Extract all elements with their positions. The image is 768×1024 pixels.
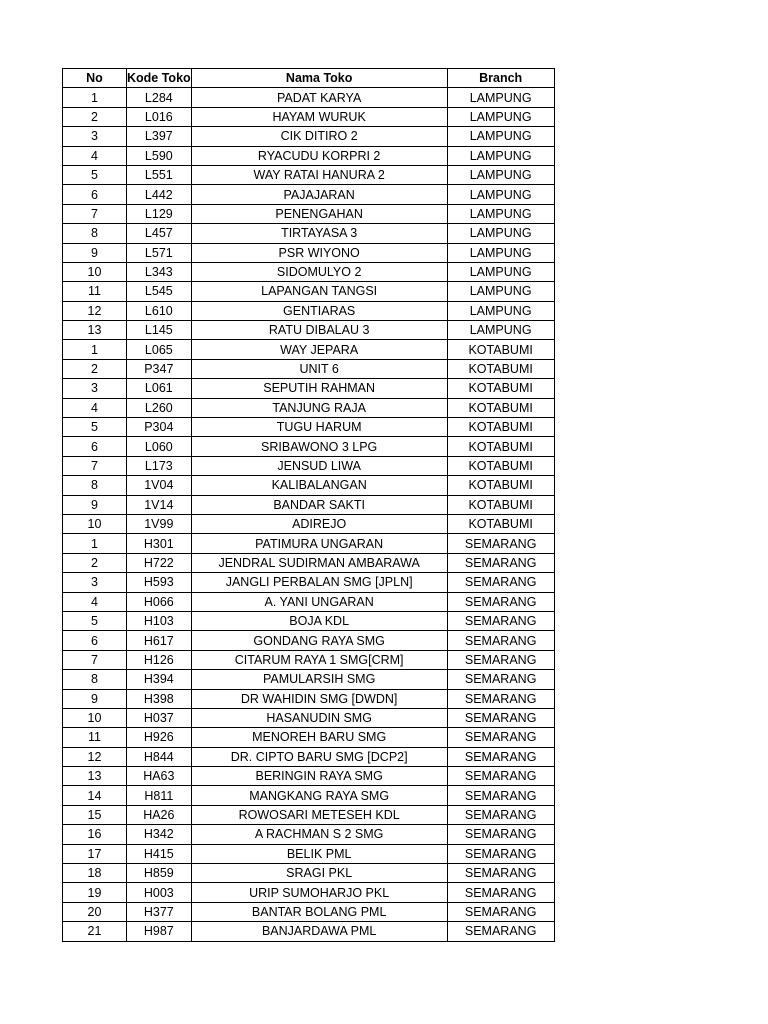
cell-nama-toko: JANGLI PERBALAN SMG [JPLN]	[191, 573, 447, 592]
cell-nama-toko: TUGU HARUM	[191, 418, 447, 437]
cell-nama-toko: TANJUNG RAJA	[191, 398, 447, 417]
cell-no: 1	[63, 88, 127, 107]
table-row	[63, 146, 555, 165]
cell-no: 17	[63, 844, 127, 863]
cell-kode-toko: L457	[127, 224, 192, 243]
table-row	[63, 185, 555, 204]
cell-kode-toko: H301	[127, 534, 192, 553]
cell-no: 9	[63, 495, 127, 514]
cell-nama-toko: PAJAJARAN	[191, 185, 447, 204]
table-row	[63, 786, 555, 805]
cell-kode-toko: 1V04	[127, 476, 192, 495]
cell-no: 14	[63, 786, 127, 805]
table-row	[63, 398, 555, 417]
cell-no: 10	[63, 514, 127, 533]
table-row	[63, 592, 555, 611]
table-row	[63, 573, 555, 592]
table-row	[63, 534, 555, 553]
cell-branch: SEMARANG	[447, 825, 554, 844]
table-row	[63, 340, 555, 359]
cell-nama-toko: MENOREH BARU SMG	[191, 728, 447, 747]
cell-branch: SEMARANG	[447, 805, 554, 824]
cell-kode-toko: H926	[127, 728, 192, 747]
cell-branch: SEMARANG	[447, 670, 554, 689]
cell-nama-toko: GONDANG RAYA SMG	[191, 631, 447, 650]
cell-branch: SEMARANG	[447, 747, 554, 766]
cell-nama-toko: LAPANGAN TANGSI	[191, 282, 447, 301]
cell-nama-toko: WAY JEPARA	[191, 340, 447, 359]
cell-kode-toko: H377	[127, 902, 192, 921]
cell-kode-toko: P304	[127, 418, 192, 437]
cell-branch: KOTABUMI	[447, 379, 554, 398]
table-row	[63, 437, 555, 456]
table-row	[63, 88, 555, 107]
table-row	[63, 902, 555, 921]
cell-nama-toko: A RACHMAN S 2 SMG	[191, 825, 447, 844]
cell-kode-toko: L129	[127, 204, 192, 223]
cell-branch: SEMARANG	[447, 553, 554, 572]
header-kode-toko: Kode Toko	[127, 69, 192, 88]
cell-no: 5	[63, 611, 127, 630]
cell-branch: KOTABUMI	[447, 398, 554, 417]
cell-kode-toko: H342	[127, 825, 192, 844]
cell-no: 12	[63, 747, 127, 766]
table-row	[63, 922, 555, 941]
cell-branch: LAMPUNG	[447, 282, 554, 301]
table-row	[63, 631, 555, 650]
table-row	[63, 301, 555, 320]
cell-nama-toko: RATU DIBALAU 3	[191, 321, 447, 340]
cell-branch: KOTABUMI	[447, 359, 554, 378]
table-row	[63, 805, 555, 824]
cell-branch: LAMPUNG	[447, 165, 554, 184]
cell-nama-toko: BERINGIN RAYA SMG	[191, 767, 447, 786]
cell-kode-toko: 1V99	[127, 514, 192, 533]
cell-branch: SEMARANG	[447, 767, 554, 786]
table-row	[63, 514, 555, 533]
table-row	[63, 418, 555, 437]
cell-no: 6	[63, 631, 127, 650]
cell-nama-toko: URIP SUMOHARJO PKL	[191, 883, 447, 902]
cell-kode-toko: H103	[127, 611, 192, 630]
cell-nama-toko: BOJA KDL	[191, 611, 447, 630]
cell-kode-toko: 1V14	[127, 495, 192, 514]
cell-branch: SEMARANG	[447, 728, 554, 747]
cell-no: 7	[63, 456, 127, 475]
cell-no: 20	[63, 902, 127, 921]
cell-no: 8	[63, 670, 127, 689]
table-row	[63, 127, 555, 146]
cell-branch: SEMARANG	[447, 902, 554, 921]
cell-no: 2	[63, 107, 127, 126]
cell-no: 18	[63, 864, 127, 883]
cell-kode-toko: L590	[127, 146, 192, 165]
table-row	[63, 282, 555, 301]
table-row	[63, 495, 555, 514]
cell-kode-toko: H722	[127, 553, 192, 572]
cell-branch: KOTABUMI	[447, 340, 554, 359]
cell-branch: SEMARANG	[447, 534, 554, 553]
cell-nama-toko: BANDAR SAKTI	[191, 495, 447, 514]
header-no: No	[63, 69, 127, 88]
cell-kode-toko: H394	[127, 670, 192, 689]
table-row	[63, 825, 555, 844]
cell-branch: SEMARANG	[447, 922, 554, 941]
cell-nama-toko: PSR WIYONO	[191, 243, 447, 262]
cell-no: 7	[63, 204, 127, 223]
cell-kode-toko: H844	[127, 747, 192, 766]
table-row	[63, 864, 555, 883]
cell-kode-toko: H987	[127, 922, 192, 941]
cell-kode-toko: H859	[127, 864, 192, 883]
cell-branch: SEMARANG	[447, 573, 554, 592]
cell-branch: LAMPUNG	[447, 301, 554, 320]
cell-no: 8	[63, 476, 127, 495]
cell-nama-toko: BANJARDAWA PML	[191, 922, 447, 941]
cell-no: 3	[63, 127, 127, 146]
cell-kode-toko: H415	[127, 844, 192, 863]
cell-branch: SEMARANG	[447, 650, 554, 669]
cell-branch: LAMPUNG	[447, 224, 554, 243]
store-table	[62, 68, 555, 942]
cell-branch: SEMARANG	[447, 864, 554, 883]
cell-no: 11	[63, 728, 127, 747]
cell-branch: LAMPUNG	[447, 204, 554, 223]
cell-branch: LAMPUNG	[447, 127, 554, 146]
cell-branch: SEMARANG	[447, 611, 554, 630]
cell-nama-toko: CITARUM RAYA 1 SMG[CRM]	[191, 650, 447, 669]
cell-nama-toko: JENSUD LIWA	[191, 456, 447, 475]
cell-nama-toko: HASANUDIN SMG	[191, 708, 447, 727]
table-row	[63, 611, 555, 630]
cell-branch: KOTABUMI	[447, 476, 554, 495]
cell-no: 13	[63, 321, 127, 340]
cell-branch: LAMPUNG	[447, 262, 554, 281]
cell-no: 9	[63, 243, 127, 262]
cell-kode-toko: H617	[127, 631, 192, 650]
cell-branch: SEMARANG	[447, 592, 554, 611]
cell-nama-toko: PAMULARSIH SMG	[191, 670, 447, 689]
cell-no: 12	[63, 301, 127, 320]
cell-kode-toko: L145	[127, 321, 192, 340]
cell-nama-toko: SRAGI PKL	[191, 864, 447, 883]
cell-nama-toko: PENENGAHAN	[191, 204, 447, 223]
cell-nama-toko: UNIT 6	[191, 359, 447, 378]
cell-kode-toko: H593	[127, 573, 192, 592]
cell-branch: KOTABUMI	[447, 495, 554, 514]
table-row	[63, 883, 555, 902]
cell-nama-toko: MANGKANG RAYA SMG	[191, 786, 447, 805]
cell-branch: KOTABUMI	[447, 514, 554, 533]
cell-nama-toko: BELIK PML	[191, 844, 447, 863]
cell-no: 10	[63, 708, 127, 727]
cell-nama-toko: JENDRAL SUDIRMAN AMBARAWA	[191, 553, 447, 572]
cell-nama-toko: DR. CIPTO BARU SMG [DCP2]	[191, 747, 447, 766]
cell-kode-toko: L065	[127, 340, 192, 359]
cell-kode-toko: L173	[127, 456, 192, 475]
cell-branch: LAMPUNG	[447, 243, 554, 262]
cell-no: 6	[63, 185, 127, 204]
cell-kode-toko: P347	[127, 359, 192, 378]
cell-no: 15	[63, 805, 127, 824]
cell-no: 19	[63, 883, 127, 902]
cell-no: 6	[63, 437, 127, 456]
cell-kode-toko: H066	[127, 592, 192, 611]
table-row	[63, 165, 555, 184]
cell-branch: SEMARANG	[447, 883, 554, 902]
table-row	[63, 650, 555, 669]
cell-kode-toko: L545	[127, 282, 192, 301]
cell-kode-toko: L260	[127, 398, 192, 417]
cell-nama-toko: ROWOSARI METESEH KDL	[191, 805, 447, 824]
cell-nama-toko: PATIMURA UNGARAN	[191, 534, 447, 553]
cell-branch: KOTABUMI	[447, 456, 554, 475]
table-row	[63, 670, 555, 689]
cell-kode-toko: L442	[127, 185, 192, 204]
cell-no: 2	[63, 553, 127, 572]
cell-nama-toko: SEPUTIH RAHMAN	[191, 379, 447, 398]
table-row	[63, 767, 555, 786]
cell-branch: LAMPUNG	[447, 185, 554, 204]
cell-no: 2	[63, 359, 127, 378]
table-body	[63, 88, 555, 941]
cell-branch: LAMPUNG	[447, 107, 554, 126]
cell-kode-toko: H003	[127, 883, 192, 902]
cell-kode-toko: L610	[127, 301, 192, 320]
table-row	[63, 844, 555, 863]
cell-kode-toko: L016	[127, 107, 192, 126]
cell-no: 16	[63, 825, 127, 844]
cell-branch: LAMPUNG	[447, 146, 554, 165]
table-row	[63, 728, 555, 747]
cell-no: 1	[63, 534, 127, 553]
cell-nama-toko: DR WAHIDIN SMG [DWDN]	[191, 689, 447, 708]
table-row	[63, 708, 555, 727]
cell-nama-toko: WAY RATAI HANURA 2	[191, 165, 447, 184]
cell-no: 4	[63, 592, 127, 611]
cell-kode-toko: H398	[127, 689, 192, 708]
table-row	[63, 107, 555, 126]
table-row	[63, 243, 555, 262]
cell-branch: SEMARANG	[447, 786, 554, 805]
cell-nama-toko: BANTAR BOLANG PML	[191, 902, 447, 921]
table-row	[63, 747, 555, 766]
cell-branch: KOTABUMI	[447, 437, 554, 456]
table-row	[63, 379, 555, 398]
cell-kode-toko: H037	[127, 708, 192, 727]
cell-no: 7	[63, 650, 127, 669]
cell-no: 13	[63, 767, 127, 786]
cell-kode-toko: H126	[127, 650, 192, 669]
cell-no: 4	[63, 398, 127, 417]
cell-no: 5	[63, 418, 127, 437]
cell-nama-toko: KALIBALANGAN	[191, 476, 447, 495]
cell-nama-toko: GENTIARAS	[191, 301, 447, 320]
cell-nama-toko: CIK DITIRO 2	[191, 127, 447, 146]
cell-no: 21	[63, 922, 127, 941]
cell-kode-toko: L060	[127, 437, 192, 456]
cell-kode-toko: L397	[127, 127, 192, 146]
cell-branch: SEMARANG	[447, 708, 554, 727]
cell-kode-toko: H811	[127, 786, 192, 805]
cell-nama-toko: SRIBAWONO 3 LPG	[191, 437, 447, 456]
table-row	[63, 553, 555, 572]
header-branch: Branch	[447, 69, 554, 88]
table-row	[63, 224, 555, 243]
cell-no: 1	[63, 340, 127, 359]
cell-no: 9	[63, 689, 127, 708]
cell-no: 3	[63, 573, 127, 592]
cell-kode-toko: L571	[127, 243, 192, 262]
cell-nama-toko: A. YANI UNGARAN	[191, 592, 447, 611]
cell-no: 5	[63, 165, 127, 184]
cell-kode-toko: HA63	[127, 767, 192, 786]
cell-no: 8	[63, 224, 127, 243]
cell-branch: SEMARANG	[447, 689, 554, 708]
cell-nama-toko: PADAT KARYA	[191, 88, 447, 107]
cell-no: 10	[63, 262, 127, 281]
cell-branch: LAMPUNG	[447, 88, 554, 107]
cell-no: 4	[63, 146, 127, 165]
cell-branch: SEMARANG	[447, 844, 554, 863]
cell-nama-toko: ADIREJO	[191, 514, 447, 533]
table-row	[63, 689, 555, 708]
table-row	[63, 204, 555, 223]
cell-kode-toko: L551	[127, 165, 192, 184]
cell-no: 11	[63, 282, 127, 301]
cell-branch: SEMARANG	[447, 631, 554, 650]
table-row	[63, 321, 555, 340]
header-row	[63, 69, 555, 88]
cell-kode-toko: L061	[127, 379, 192, 398]
cell-nama-toko: TIRTAYASA 3	[191, 224, 447, 243]
table-row	[63, 456, 555, 475]
cell-branch: LAMPUNG	[447, 321, 554, 340]
cell-nama-toko: SIDOMULYO 2	[191, 262, 447, 281]
cell-kode-toko: HA26	[127, 805, 192, 824]
table-row	[63, 476, 555, 495]
cell-nama-toko: HAYAM WURUK	[191, 107, 447, 126]
cell-branch: KOTABUMI	[447, 418, 554, 437]
table-row	[63, 262, 555, 281]
cell-nama-toko: RYACUDU KORPRI 2	[191, 146, 447, 165]
cell-no: 3	[63, 379, 127, 398]
header-nama-toko: Nama Toko	[191, 69, 447, 88]
cell-kode-toko: L284	[127, 88, 192, 107]
table-row	[63, 359, 555, 378]
cell-kode-toko: L343	[127, 262, 192, 281]
